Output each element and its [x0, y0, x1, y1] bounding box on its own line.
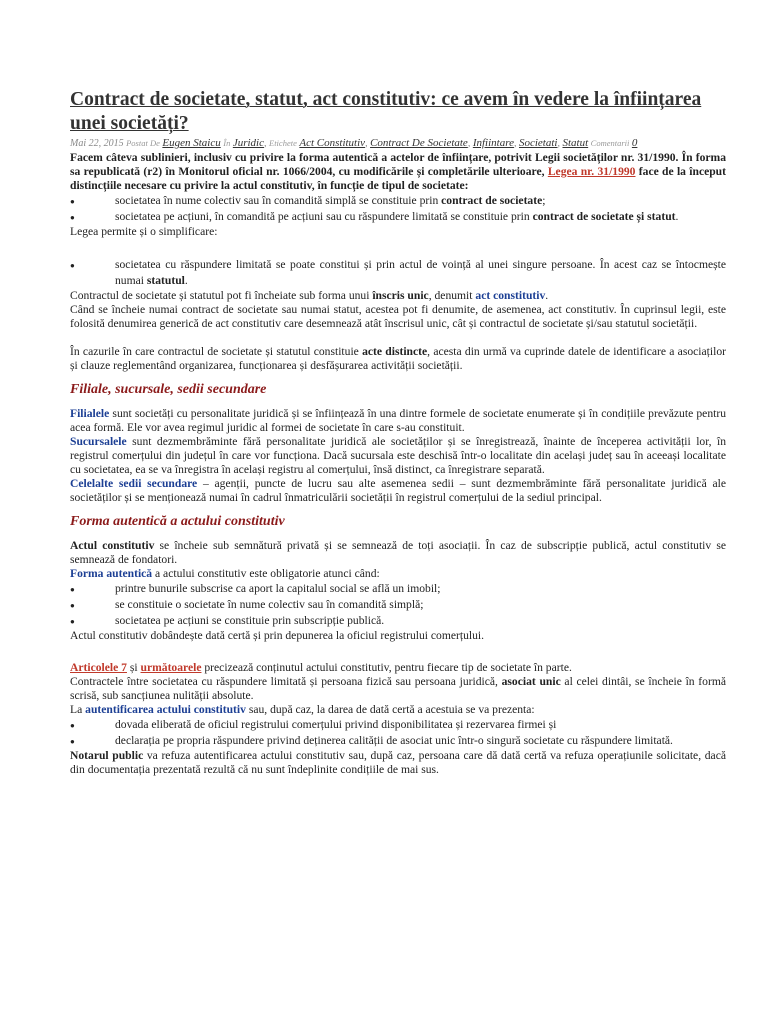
- list-item: ● se constituie o societate în nume colectiv sau în comandită simplă;: [70, 597, 726, 613]
- inscris-paragraph: Contractul de societate și statutul pot fi încheiate sub forma unui înscris unic, denumit act constitutiv.: [70, 289, 549, 302]
- list-item: ● societatea pe acțiuni se constituie prin subscripție publică.: [70, 613, 726, 629]
- bullet-icon: [70, 613, 90, 630]
- simplify-paragraph: Legea permite și o simplificare:: [70, 225, 218, 238]
- distinct-acts-paragraph: În cazurile în care contractul de societate și statutul constituie acte distincte, acesta din urmă va cuprinde datele de identificare a asociaților și clauze reglementând organizarea, funcționarea și desfășurarea activității societății.: [70, 345, 726, 372]
- srl-list: [70, 257, 726, 289]
- filiale-paragraph: Filialele sunt societăți cu personalitate juridică și se înființează în una dintre formele de societate enumerate și în condițiile prevăzute pentru acea formă. Ele vor avea regimul juridic al formei de societate în care s-au constituit.: [70, 407, 726, 434]
- list-item: ● printre bunurile subscrise ca aport la capitalul social se află un imobil;: [70, 581, 726, 597]
- bullet-icon: [70, 209, 90, 226]
- article-title[interactable]: Contract de societate, statut, act constitutiv: ce avem în vedere la înființarea unei societăți?: [70, 89, 702, 134]
- bullet-icon: [70, 717, 90, 734]
- list-item: ● declarația pe propria răspundere privind deținerea calității de asociat unic într-o singură societate cu răspundere limitată.: [70, 733, 726, 749]
- tag-link[interactable]: Infiintare: [472, 137, 514, 149]
- following-articles-link[interactable]: următoarele: [140, 661, 202, 674]
- in-label: În: [223, 138, 231, 148]
- section-heading: Forma autentică a actului constitutiv: [70, 514, 285, 529]
- sucursale-paragraph: Sucursalele sunt dezmembrăminte fără personalitate juridică ale societăților și se înregistrează, înainte de începerea activității lor, în registrul comerțului din județul în care vor funcționa. Dacă sucursala este deschisă într-o localitate din același județ sau în aceeași localitate cu societatea, ea se va înregistra în același registru al comerțului, însă distinct, ca înregistrare separată.: [70, 435, 726, 476]
- act-constitutiv-link[interactable]: act constitutiv: [475, 289, 546, 302]
- forma-paragraph: Forma autentică a actului constitutiv este obligatorie atunci când:: [70, 567, 380, 580]
- company-types-list: [70, 193, 726, 225]
- data-certa-paragraph: Actul constitutiv dobândește dată certă și prin depunerea la oficiul registrului comerțului.: [70, 629, 485, 642]
- bullet-icon: [70, 597, 90, 614]
- articles-paragraph: Articolele 7 și următoarele precizează conținutul actului constitutiv, pentru fiecare tip de societate în parte.: [70, 661, 572, 674]
- bullet-icon: [70, 193, 90, 210]
- list-item: ● dovada eliberată de oficiul registrului comerțului privind disponibilitatea și rezervarea firmei și: [70, 717, 726, 733]
- generic-paragraph: Când se încheie numai contract de societate sau numai statut, acestea pot fi denumite, de asemenea, act constitutiv. În cuprinsul legii, este folosită denumirea generică de act constitutiv care desemnează atât înscrisul unic, cât și contractul de societate și/sau statutul societății.: [70, 303, 726, 330]
- comments-count-link[interactable]: 0: [631, 137, 638, 149]
- documents-list: [70, 717, 726, 749]
- list-item: ● societatea cu răspundere limitată se poate constitui și prin actul de voință al unei singure persoane. În acest caz se întocmește numai statutul.: [70, 257, 726, 289]
- list-item: ● societatea în nume colectiv sau în comandită simplă se constituie prin contract de societate;: [70, 193, 726, 209]
- notary-paragraph: Notarul public va refuza autentificarea actului constitutiv sau, după caz, persoana care dă dată certă va refuza operațiunile solicitate, dacă din documentația prezentată rezultă că nu sunt îndeplinite condițiile de mai sus.: [70, 749, 726, 776]
- authentic-form-list: [70, 581, 726, 629]
- article-7-link[interactable]: Articolele 7: [70, 661, 127, 674]
- intro-paragraph: Facem câteva sublinieri, inclusiv cu privire la forma autentică a actelor de înființare, potrivit Legii societăților nr. 31/1990. În forma sa republicată (r2) în Monitorul oficial nr. 1066/2004, cu modificările și completările ulterioare, Legea nr. 31/1990 face de la început distincțiile necesare cu privire la actul constitutiv, în funcție de tipul de societate:: [70, 151, 726, 192]
- list-item: ● societatea pe acțiuni, în comandită pe acțiuni sau cu răspundere limitată se constituie prin contract de societate și statut.: [70, 209, 726, 225]
- sedii-paragraph: Celelalte sedii secundare – agenții, puncte de lucru sau alte asemenea sedii – sunt dezmembrăminte fără personalitate juridică ale societăților și se menționează numai în cadrul înmatriculării societății în registrul comerțului de la sediul principal.: [70, 477, 726, 504]
- tag-link[interactable]: Societati: [518, 137, 558, 149]
- article-meta: Mai 22, 2015 Postat De Eugen Staicu În Juridic, Etichete Act Constitutiv, Contract De Societate, Infiintare, Societati, Statut Comentarii 0: [70, 137, 638, 149]
- author-link[interactable]: Eugen Staicu: [162, 137, 221, 149]
- post-date: Mai 22, 2015: [70, 138, 124, 149]
- bullet-icon: [70, 733, 90, 750]
- act-paragraph: Actul constitutiv se încheie sub semnătură privată și se semnează de toți asociații. În caz de subscripție publică, actul constitutiv se semnează de fondatori.: [70, 539, 726, 566]
- bullet-icon: [70, 581, 90, 598]
- comments-label: Comentarii: [590, 138, 630, 148]
- tag-link[interactable]: Contract De Societate: [370, 137, 468, 149]
- category-link[interactable]: Juridic: [232, 137, 264, 149]
- tag-link[interactable]: Statut: [562, 137, 589, 149]
- bullet-icon: [70, 257, 90, 274]
- contracts-paragraph: Contractele între societatea cu răspundere limitată și persoana fizică sau persoana juridică, asociat unic al celei dintâi, se încheie în formă scrisă, sub sancțiunea nulității absolute.: [70, 675, 726, 702]
- tag-link[interactable]: Act Constitutiv: [299, 137, 366, 149]
- posted-by-label: Postat De: [126, 138, 160, 148]
- section-heading: Filiale, sucursale, sedii secundare: [70, 382, 267, 397]
- law-link[interactable]: Legea nr. 31/1990: [547, 165, 636, 178]
- authentication-paragraph: La autentificarea actului constitutiv sau, după caz, la darea de dată certă a acestuia se va prezenta:: [70, 703, 535, 716]
- tags-label: Etichete: [269, 138, 297, 148]
